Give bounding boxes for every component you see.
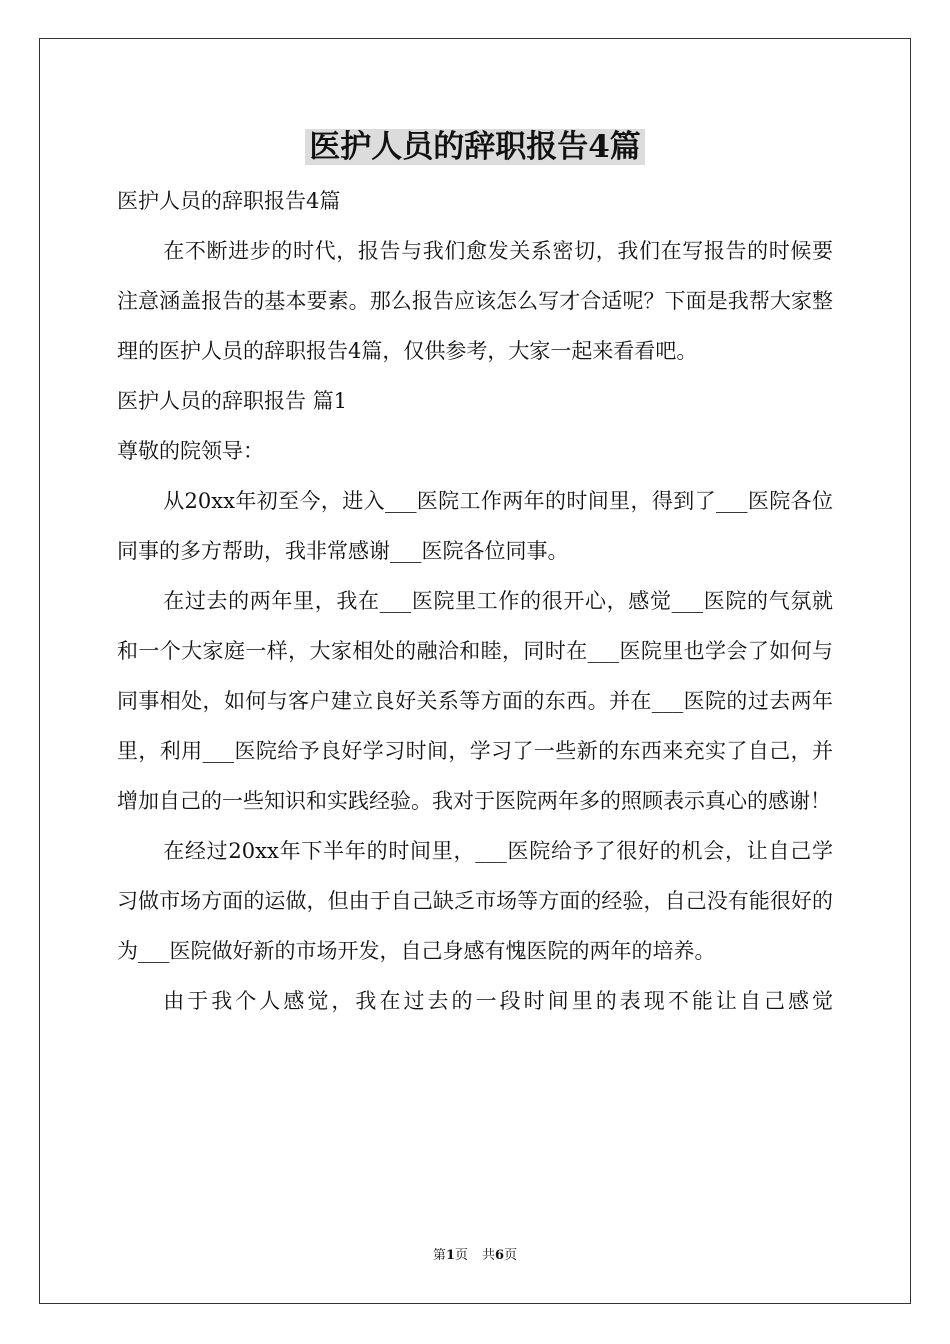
- paragraph-subtitle: 医护人员的辞职报告4篇: [117, 189, 341, 213]
- page-prefix: 第: [432, 1248, 446, 1263]
- document-title: [0, 124, 950, 170]
- page-footer: [0, 1247, 950, 1265]
- paragraph-body: 从20xx年初至今，进入___医院工作两年的时间里，得到了___医院各位同事的多方帮助，我非常感谢___医院各位同事。: [117, 489, 833, 563]
- paragraph-body: 由于我个人感觉，我在过去的一段时间里的表现不能让自己感觉: [163, 989, 833, 1013]
- total-prefix: 共: [482, 1248, 496, 1263]
- paragraph-intro: 在不断进步的时代，报告与我们愈发关系密切，我们在写报告的时候要注意涵盖报告的基本要素。那么报告应该怎么写才合适呢？下面是我帮大家整理的医护人员的辞职报告4篇，仅供参考，大家一起来看看吧。: [117, 239, 833, 363]
- salutation: 尊敬的院领导：: [117, 439, 264, 463]
- paragraph-body: 在经过20xx年下半年的时间里，___医院给予了很好的机会，让自己学习做市场方面的运做，但由于自己缺乏市场等方面的经验，自己没有能很好的为___医院做好新的市场开发，自己身感有愧医院的两年的培养。: [117, 839, 833, 963]
- document-body: [117, 176, 833, 1026]
- document-title-text: 医护人员的辞职报告4篇: [305, 129, 645, 165]
- paragraph-body: 在过去的两年里，我在___医院里工作的很开心，感觉___医院的气氛就和一个大家庭一样，大家相处的融洽和睦，同时在___医院里也学会了如何与同事相处，如何与客户建立良好关系等方面的东西。并在___医院的过去两年里，利用___医院给予良好学习时间，学习了一些新的东西来充实了自己，并增加自己的一些知识和实践经验。我对于医院两年多的照顾表示真心的感谢！: [117, 589, 833, 813]
- total-suffix: 页: [504, 1248, 518, 1263]
- page-current: 1: [445, 1248, 455, 1263]
- section-heading: 医护人员的辞职报告 篇1: [117, 389, 348, 413]
- page-suffix: 页: [454, 1248, 468, 1263]
- page-total: 6: [495, 1248, 505, 1263]
